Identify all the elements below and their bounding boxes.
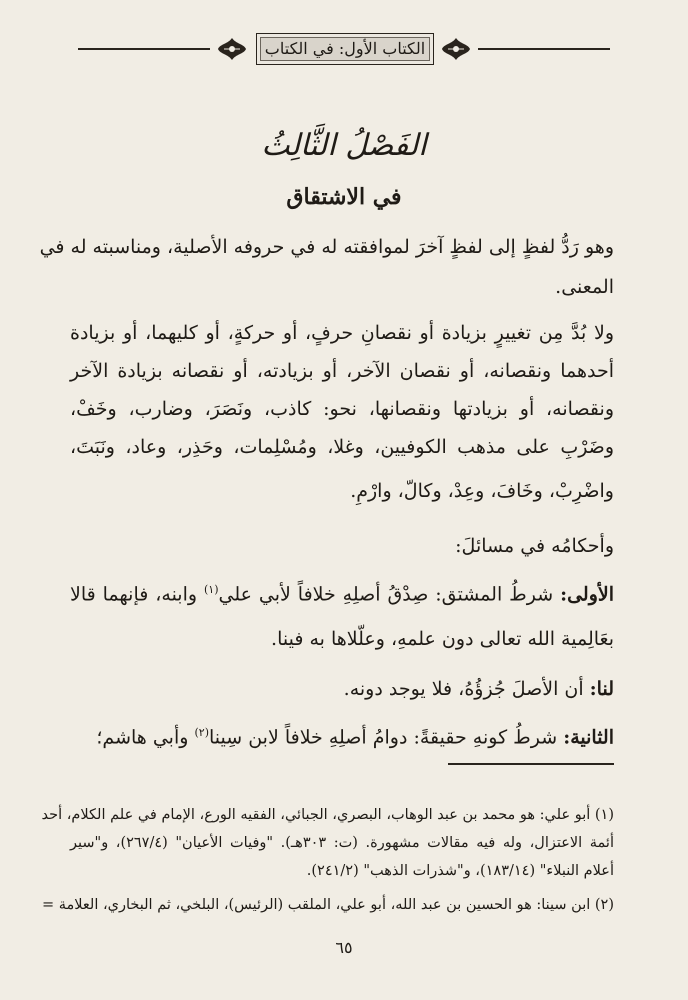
footnote-ref[interactable]: (٢): [194, 726, 209, 739]
issue-text: شرطُ كونهِ حقيقةً: دوامُ أصلِهِ خلافاً لابن سِينا: [208, 726, 564, 749]
body-line: أحدهما ونقصانه، أو نقصان الآخر، أو بزيادته، أو نقصانه بزيادة الآخر: [70, 360, 614, 382]
running-header: [78, 28, 610, 70]
ornament-left-icon: [216, 36, 248, 62]
footnote-line: (١) أبو علي: هو محمد بن عبد الوهاب، البصري، الجبائي، الفقيه الورع، الإمام في علم الكلام، أحد: [41, 807, 614, 823]
body-line: واضْرِبْ، وخَافَ، وعِدْ، وكالّ، وارْمِ.: [350, 480, 614, 502]
body-line: بعَالِمية الله تعالى دون علمهِ، وعلّلاها به فينا.: [271, 628, 614, 650]
body-line: ونقصانه، أو بزيادتها ونقصانها، نحو: كاذب، ونَصَرَ، وضارب، وخَفْ،: [70, 398, 614, 420]
footnote-line: أعلام النبلاء" (١٨٣/١٤)، و"شذرات الذهب" (٢٤١/٢).: [306, 863, 614, 879]
footnote-ref[interactable]: (١): [203, 583, 219, 596]
footnote-line: (٢) ابن سينا: هو الحسين بن عبد الله، أبو علي، الملقب (الرئيس)، البلخي، ثم البخاري، العلامة =: [41, 897, 614, 913]
issue-text: شرطُ المشتق: صِدْقُ أصلِهِ خلافاً لأبي علي: [218, 583, 561, 606]
answer-text: أن الأصلَ جُزؤُهُ، فلا يوجد دونه.: [343, 678, 590, 700]
body-line: وضَرْبِ على مذهب الكوفيين، وغلا، ومُسْلِمات، وحَذِر، وعاد، ونَبَتَ،: [70, 436, 614, 458]
body-line: وهو رَدُّ لفظٍ إلى لفظٍ آخرَ لموافقته له في حروفه الأصلية، ومناسبته له في: [39, 236, 614, 258]
ornament-right-icon: [440, 36, 472, 62]
answer-label: لنا:: [589, 678, 614, 700]
answer-line: [344, 680, 614, 699]
body-line: ولا بُدَّ مِن تغييرٍ بزيادة أو نقصانِ حرفٍ، أو حركةٍ، أو كليهما، أو بزيادة: [70, 322, 614, 344]
header-rule-left: [78, 48, 210, 50]
issue-second: [96, 727, 614, 747]
body-line: المعنى.: [555, 276, 614, 298]
footnote-line: أئمة الاعتزال، وله فيه مقالات مشهورة. (ت: ٣٠٣هـ). "وفيات الأعيان" (٢٦٧/٤)، و"سير: [70, 835, 614, 851]
header-rule-right: [478, 48, 610, 50]
body-line: وأحكامُه في مسائلَ:: [455, 535, 614, 557]
issue-label: الأولى:: [560, 583, 614, 606]
issue-text: وابنه، فإنهما قالا: [70, 583, 204, 606]
section-title: في الاشتقاق: [286, 184, 402, 210]
header-title: الكتاب الأول: في الكتاب: [256, 33, 434, 65]
issue-label: الثانية:: [563, 726, 614, 749]
page-number: ٦٥: [335, 938, 353, 957]
issue-text: وأبي هاشم؛: [96, 726, 195, 749]
issue-first: [70, 584, 614, 604]
chapter-title: الفَصْلُ الثَّالِثُ: [261, 128, 427, 163]
footnote-separator: [448, 763, 614, 765]
